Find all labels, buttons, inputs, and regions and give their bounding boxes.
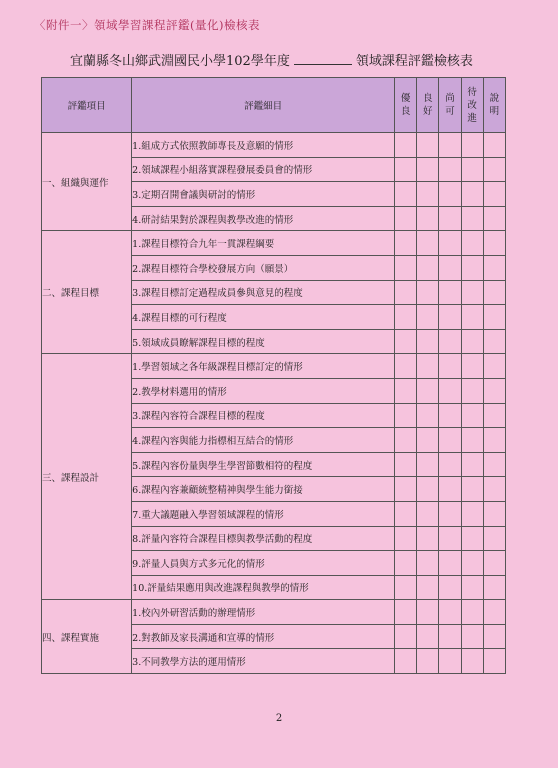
table-row — [42, 231, 506, 256]
note-cell[interactable] — [483, 575, 505, 600]
rating-fair-cell[interactable] — [439, 305, 461, 330]
header-detail: 評鑑細目 — [132, 78, 395, 133]
rating-improve-cell[interactable] — [461, 649, 483, 674]
note-cell[interactable] — [483, 624, 505, 649]
rating-improve-cell[interactable] — [461, 403, 483, 428]
rating-improve-cell[interactable] — [461, 280, 483, 305]
criterion-cell: 3.不同教學方法的運用情形 — [132, 649, 395, 674]
rating-excellent-cell[interactable] — [395, 182, 417, 207]
rating-fair-cell[interactable] — [439, 329, 461, 354]
rating-improve-cell[interactable] — [461, 551, 483, 576]
rating-fair-cell[interactable] — [439, 477, 461, 502]
rating-excellent-cell[interactable] — [395, 280, 417, 305]
criterion-cell: 3.課程目標訂定過程成員參與意見的程度 — [132, 280, 395, 305]
rating-fair-cell[interactable] — [439, 624, 461, 649]
rating-improve-cell[interactable] — [461, 255, 483, 280]
note-cell[interactable] — [483, 280, 505, 305]
rating-fair-cell[interactable] — [439, 551, 461, 576]
criterion-cell: 2.教學材料選用的情形 — [132, 378, 395, 403]
criterion-cell: 5.領域成員瞭解課程目標的程度 — [132, 329, 395, 354]
criterion-cell: 6.課程內容兼顧統整精神與學生能力銜接 — [132, 477, 395, 502]
note-cell[interactable] — [483, 378, 505, 403]
criterion-cell: 2.對教師及家長溝通和宣導的情形 — [132, 624, 395, 649]
rating-improve-cell[interactable] — [461, 157, 483, 182]
rating-good-cell[interactable] — [417, 206, 439, 231]
header-note: 說 明 — [483, 78, 505, 133]
criterion-cell: 4.課程內容與能力指標相互結合的情形 — [132, 428, 395, 453]
rating-fair-cell[interactable] — [439, 133, 461, 158]
rating-good-cell[interactable] — [417, 280, 439, 305]
criterion-cell: 1.組成方式依照教師專長及意願的情形 — [132, 133, 395, 158]
category-cell: 四、課程實施 — [42, 600, 132, 674]
rating-excellent-cell[interactable] — [395, 428, 417, 453]
criterion-cell: 9.評量人員與方式多元化的情形 — [132, 551, 395, 576]
rating-improve-cell[interactable] — [461, 206, 483, 231]
category-cell: 一、組織與運作 — [42, 133, 132, 231]
rating-good-cell[interactable] — [417, 624, 439, 649]
rating-improve-cell[interactable] — [461, 329, 483, 354]
rating-good-cell[interactable] — [417, 575, 439, 600]
criterion-cell: 2.領域課程小組落實課程發展委員會的情形 — [132, 157, 395, 182]
rating-good-cell[interactable] — [417, 600, 439, 625]
rating-excellent-cell[interactable] — [395, 403, 417, 428]
rating-fair-cell[interactable] — [439, 378, 461, 403]
rating-good-cell[interactable] — [417, 649, 439, 674]
rating-excellent-cell[interactable] — [395, 329, 417, 354]
rating-improve-cell[interactable] — [461, 182, 483, 207]
rating-improve-cell[interactable] — [461, 354, 483, 379]
header-excellent: 優 良 — [395, 78, 417, 133]
category-cell: 二、課程目標 — [42, 231, 132, 354]
rating-improve-cell[interactable] — [461, 133, 483, 158]
rating-good-cell[interactable] — [417, 501, 439, 526]
rating-fair-cell[interactable] — [439, 255, 461, 280]
table-row — [42, 133, 506, 158]
rating-excellent-cell[interactable] — [395, 526, 417, 551]
rating-fair-cell[interactable] — [439, 403, 461, 428]
rating-excellent-cell[interactable] — [395, 624, 417, 649]
rating-good-cell[interactable] — [417, 378, 439, 403]
criterion-cell: 8.評量內容符合課程目標與教學活動的程度 — [132, 526, 395, 551]
rating-good-cell[interactable] — [417, 305, 439, 330]
table-row — [42, 354, 506, 379]
rating-improve-cell[interactable] — [461, 501, 483, 526]
note-cell[interactable] — [483, 551, 505, 576]
rating-fair-cell[interactable] — [439, 280, 461, 305]
rating-excellent-cell[interactable] — [395, 354, 417, 379]
rating-improve-cell[interactable] — [461, 477, 483, 502]
note-cell[interactable] — [483, 133, 505, 158]
note-cell[interactable] — [483, 649, 505, 674]
rating-fair-cell[interactable] — [439, 231, 461, 256]
category-cell: 三、課程設計 — [42, 354, 132, 600]
rating-good-cell[interactable] — [417, 477, 439, 502]
rating-improve-cell[interactable] — [461, 600, 483, 625]
note-cell[interactable] — [483, 305, 505, 330]
table-body — [42, 133, 506, 674]
rating-good-cell[interactable] — [417, 526, 439, 551]
criterion-cell: 1.校內外研習活動的辦理情形 — [132, 600, 395, 625]
note-cell[interactable] — [483, 255, 505, 280]
rating-excellent-cell[interactable] — [395, 551, 417, 576]
note-cell[interactable] — [483, 157, 505, 182]
document-title — [70, 50, 510, 69]
rating-fair-cell[interactable] — [439, 575, 461, 600]
rating-fair-cell[interactable] — [439, 649, 461, 674]
rating-fair-cell[interactable] — [439, 501, 461, 526]
rating-good-cell[interactable] — [417, 231, 439, 256]
rating-good-cell[interactable] — [417, 551, 439, 576]
rating-good-cell[interactable] — [417, 329, 439, 354]
note-cell[interactable] — [483, 329, 505, 354]
criterion-cell: 2.課程目標符合學校發展方向（願景） — [132, 255, 395, 280]
evaluation-checklist-table — [41, 77, 506, 674]
rating-excellent-cell[interactable] — [395, 452, 417, 477]
rating-good-cell[interactable] — [417, 182, 439, 207]
rating-excellent-cell[interactable] — [395, 477, 417, 502]
header-good: 良 好 — [417, 78, 439, 133]
rating-improve-cell[interactable] — [461, 575, 483, 600]
note-cell[interactable] — [483, 354, 505, 379]
rating-good-cell[interactable] — [417, 428, 439, 453]
rating-good-cell[interactable] — [417, 354, 439, 379]
rating-fair-cell[interactable] — [439, 182, 461, 207]
page-number: 2 — [275, 713, 283, 724]
rating-excellent-cell[interactable] — [395, 231, 417, 256]
rating-good-cell[interactable] — [417, 255, 439, 280]
title-suffix: 領域課程評鑑檢核表 — [355, 54, 473, 69]
note-cell[interactable] — [483, 477, 505, 502]
attachment-label: 〈附件一〉領域學習課程評鑑(量化)檢核表 — [34, 18, 260, 32]
rating-fair-cell[interactable] — [439, 428, 461, 453]
criterion-cell: 3.課程內容符合課程目標的程度 — [132, 403, 395, 428]
rating-fair-cell[interactable] — [439, 206, 461, 231]
rating-improve-cell[interactable] — [461, 526, 483, 551]
note-cell[interactable] — [483, 206, 505, 231]
rating-fair-cell[interactable] — [439, 452, 461, 477]
rating-excellent-cell[interactable] — [395, 206, 417, 231]
note-cell[interactable] — [483, 526, 505, 551]
rating-good-cell[interactable] — [417, 133, 439, 158]
rating-excellent-cell[interactable] — [395, 649, 417, 674]
rating-excellent-cell[interactable] — [395, 255, 417, 280]
note-cell[interactable] — [483, 403, 505, 428]
table-header-row — [42, 78, 506, 133]
note-cell[interactable] — [483, 501, 505, 526]
rating-excellent-cell[interactable] — [395, 305, 417, 330]
rating-excellent-cell[interactable] — [395, 133, 417, 158]
criterion-cell: 7.重大議題融入學習領域課程的情形 — [132, 501, 395, 526]
rating-excellent-cell[interactable] — [395, 157, 417, 182]
rating-fair-cell[interactable] — [439, 354, 461, 379]
table-row — [42, 600, 506, 625]
criterion-cell: 10.評量結果應用與改進課程與教學的情形 — [132, 575, 395, 600]
note-cell[interactable] — [483, 231, 505, 256]
title-blank-line — [294, 52, 352, 65]
rating-fair-cell[interactable] — [439, 526, 461, 551]
rating-improve-cell[interactable] — [461, 624, 483, 649]
criterion-cell: 4.研討結果對於課程與教學改進的情形 — [132, 206, 395, 231]
note-cell[interactable] — [483, 452, 505, 477]
header-fair: 尚 可 — [439, 78, 461, 133]
note-cell[interactable] — [483, 182, 505, 207]
rating-improve-cell[interactable] — [461, 378, 483, 403]
rating-improve-cell[interactable] — [461, 428, 483, 453]
note-cell[interactable] — [483, 600, 505, 625]
criterion-cell: 1.課程目標符合九年一貫課程綱要 — [132, 231, 395, 256]
rating-excellent-cell[interactable] — [395, 575, 417, 600]
rating-good-cell[interactable] — [417, 403, 439, 428]
rating-fair-cell[interactable] — [439, 157, 461, 182]
rating-excellent-cell[interactable] — [395, 378, 417, 403]
title-prefix: 宜蘭縣冬山鄉武淵國民小學102學年度 — [70, 54, 290, 69]
criterion-cell: 3.定期召開會議與研討的情形 — [132, 182, 395, 207]
criterion-cell: 1.學習領域之各年級課程目標訂定的情形 — [132, 354, 395, 379]
rating-good-cell[interactable] — [417, 452, 439, 477]
criterion-cell: 5.課程內容份量與學生學習節數相符的程度 — [132, 452, 395, 477]
rating-improve-cell[interactable] — [461, 452, 483, 477]
rating-excellent-cell[interactable] — [395, 501, 417, 526]
header-needs-improvement: 待 改 進 — [461, 78, 483, 133]
header-item: 評鑑項目 — [42, 78, 132, 133]
rating-good-cell[interactable] — [417, 157, 439, 182]
rating-fair-cell[interactable] — [439, 600, 461, 625]
rating-improve-cell[interactable] — [461, 305, 483, 330]
rating-excellent-cell[interactable] — [395, 600, 417, 625]
rating-improve-cell[interactable] — [461, 231, 483, 256]
criterion-cell: 4.課程目標的可行程度 — [132, 305, 395, 330]
note-cell[interactable] — [483, 428, 505, 453]
